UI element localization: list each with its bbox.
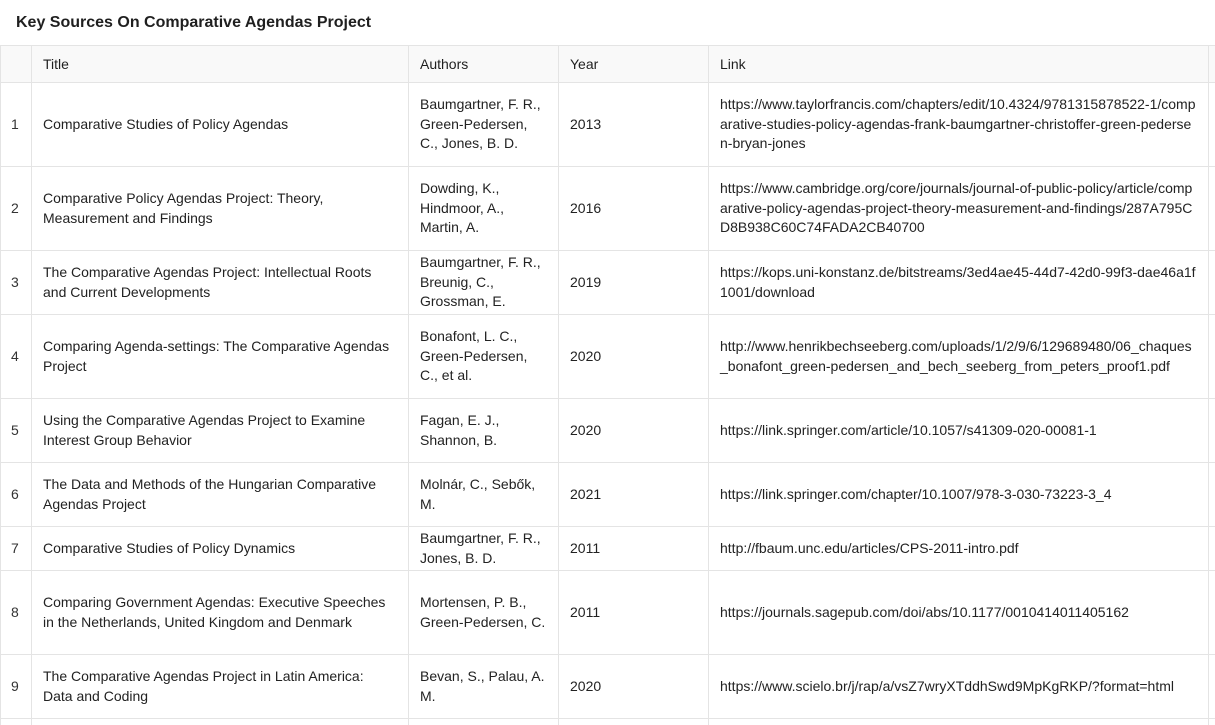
cell-authors: Molnár, C., Sebők, M. [409, 463, 559, 527]
row-index [1, 719, 32, 725]
cell-extra [1209, 655, 1215, 719]
column-header-authors[interactable]: Authors [409, 46, 559, 83]
cell-link[interactable]: http://www.henrikbechseeberg.com/uploads/1/2/9/6/129689480/06_chaques_bonafont_green-pedersen_and_bech_seeberg_from_peters_proof1.pdf [709, 315, 1209, 399]
cell-authors [409, 719, 559, 725]
cell-title: The Data and Methods of the Hungarian Comparative Agendas Project [32, 463, 409, 527]
column-header-year[interactable]: Year [559, 46, 709, 83]
cell-link[interactable]: https://www.cambridge.org/core/journals/journal-of-public-policy/article/comparative-policy-agendas-project-theory-measurement-and-findings/287A795CD8B938C60C74FADA2CB40700 [709, 167, 1209, 251]
cell-authors: Baumgartner, F. R., Green-Pedersen, C., Jones, B. D. [409, 83, 559, 167]
table-row [1, 315, 1215, 399]
cell-year: 2021 [559, 463, 709, 527]
cell-title: The Comparative Agendas Project: Intellectual Roots and Current Developments [32, 251, 409, 315]
cell-link [709, 719, 1209, 725]
cell-link[interactable]: https://www.scielo.br/j/rap/a/vsZ7wryXTddhSwd9MpKgRKP/?format=html [709, 655, 1209, 719]
table-row [1, 655, 1215, 719]
table-header-row [1, 46, 1215, 83]
cell-year [559, 719, 709, 725]
cell-title: Comparing Agenda-settings: The Comparative Agendas Project [32, 315, 409, 399]
cell-authors: Bonafont, L. C., Green-Pedersen, C., et al. [409, 315, 559, 399]
cell-link[interactable]: https://journals.sagepub.com/doi/abs/10.1177/0010414011405162 [709, 571, 1209, 655]
row-index: 4 [1, 315, 32, 399]
cell-title [32, 719, 409, 725]
cell-authors: Baumgartner, F. R., Breunig, C., Grossman, E. [409, 251, 559, 315]
sources-table-container[interactable] [0, 45, 1215, 725]
cell-year: 2019 [559, 251, 709, 315]
row-index: 3 [1, 251, 32, 315]
cell-extra [1209, 571, 1215, 655]
row-index: 5 [1, 399, 32, 463]
column-header-index [1, 46, 32, 83]
page-header [0, 0, 1215, 45]
row-index: 2 [1, 167, 32, 251]
table-row [1, 83, 1215, 167]
table-row [1, 463, 1215, 527]
cell-title: Comparing Government Agendas: Executive Speeches in the Netherlands, United Kingdom and Denmark [32, 571, 409, 655]
cell-year: 2020 [559, 399, 709, 463]
cell-link[interactable]: https://www.taylorfrancis.com/chapters/edit/10.4324/9781315878522-1/comparative-studies-policy-agendas-frank-baumgartner-christoffer-green-pedersen-bryan-jones [709, 83, 1209, 167]
cell-link[interactable]: https://kops.uni-konstanz.de/bitstreams/3ed4ae45-44d7-42d0-99f3-dae46a1f1001/download [709, 251, 1209, 315]
cell-authors: Fagan, E. J., Shannon, B. [409, 399, 559, 463]
cell-extra [1209, 399, 1215, 463]
table-row [1, 167, 1215, 251]
cell-authors: Baumgartner, F. R., Jones, B. D. [409, 527, 559, 571]
cell-extra [1209, 315, 1215, 399]
cell-title: Using the Comparative Agendas Project to Examine Interest Group Behavior [32, 399, 409, 463]
cell-extra [1209, 463, 1215, 527]
cell-extra [1209, 719, 1215, 725]
cell-extra [1209, 251, 1215, 315]
cell-title: Comparative Policy Agendas Project: Theory, Measurement and Findings [32, 167, 409, 251]
cell-title: The Comparative Agendas Project in Latin America: Data and Coding [32, 655, 409, 719]
cell-year: 2020 [559, 315, 709, 399]
row-index: 6 [1, 463, 32, 527]
table-row [1, 399, 1215, 463]
cell-authors: Dowding, K., Hindmoor, A., Martin, A. [409, 167, 559, 251]
cell-authors: Bevan, S., Palau, A. M. [409, 655, 559, 719]
cell-year: 2011 [559, 527, 709, 571]
table-row [1, 719, 1215, 725]
column-header-link[interactable]: Link [709, 46, 1209, 83]
cell-extra [1209, 83, 1215, 167]
column-header-extra [1209, 46, 1215, 83]
cell-year: 2016 [559, 167, 709, 251]
cell-extra [1209, 167, 1215, 251]
row-index: 1 [1, 83, 32, 167]
cell-title: Comparative Studies of Policy Agendas [32, 83, 409, 167]
row-index: 9 [1, 655, 32, 719]
cell-year: 2013 [559, 83, 709, 167]
cell-year: 2020 [559, 655, 709, 719]
row-index: 8 [1, 571, 32, 655]
cell-extra [1209, 527, 1215, 571]
column-header-title[interactable]: Title [32, 46, 409, 83]
row-index: 7 [1, 527, 32, 571]
cell-link[interactable]: https://link.springer.com/article/10.1057/s41309-020-00081-1 [709, 399, 1209, 463]
sources-table [0, 45, 1215, 725]
cell-link[interactable]: https://link.springer.com/chapter/10.1007/978-3-030-73223-3_4 [709, 463, 1209, 527]
cell-authors: Mortensen, P. B., Green-Pedersen, C. [409, 571, 559, 655]
cell-link[interactable]: http://fbaum.unc.edu/articles/CPS-2011-intro.pdf [709, 527, 1209, 571]
table-row [1, 251, 1215, 315]
table-row [1, 571, 1215, 655]
page-title: Key Sources On Comparative Agendas Project [16, 13, 372, 31]
cell-title: Comparative Studies of Policy Dynamics [32, 527, 409, 571]
table-row [1, 527, 1215, 571]
cell-year: 2011 [559, 571, 709, 655]
